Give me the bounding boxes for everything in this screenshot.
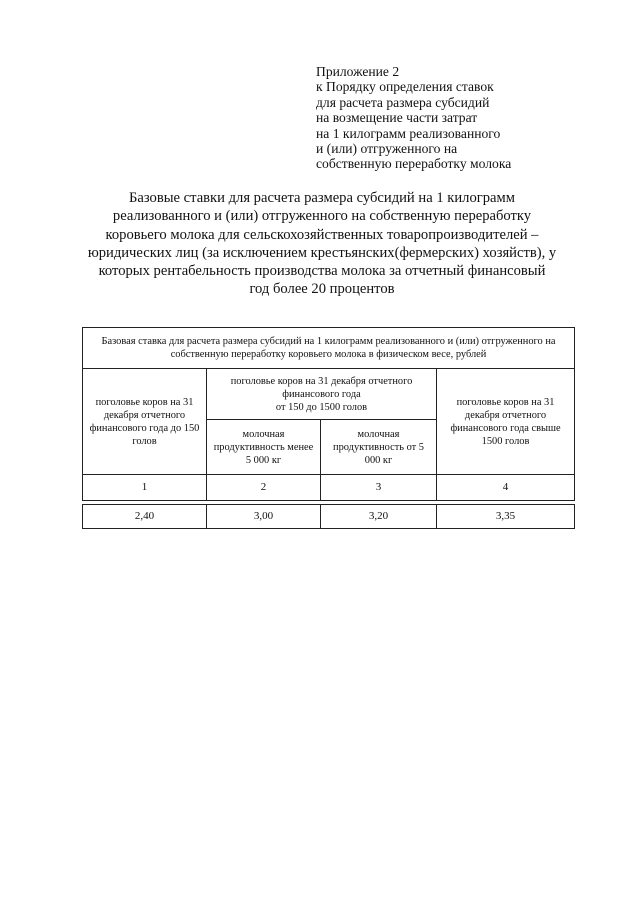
rate-value-2: 3,00 — [207, 505, 321, 529]
column-number-1: 1 — [83, 475, 207, 501]
rate-value-1: 2,40 — [83, 505, 207, 529]
column-header-under-150: поголовье коров на 31 декабря отчетного финансового года до 150 голов — [83, 369, 207, 475]
rate-value-3: 3,20 — [321, 505, 437, 529]
table-row-values — [83, 505, 575, 529]
column-header-productivity-below-5000: молочная продуктивность менее 5 000 кг — [207, 420, 321, 475]
column-number-2: 2 — [207, 475, 321, 501]
appendix-note: Приложение 2 к Порядку определения ставок для расчета размера субсидий на возмещение части затрат на 1 килограмм реализованного и (или) отгруженного на собственную переработку молока — [316, 64, 512, 172]
column-number-3: 3 — [321, 475, 437, 501]
column-number-4: 4 — [437, 475, 575, 501]
column-header-productivity-from-5000: молочная продуктивность от 5 000 кг — [321, 420, 437, 475]
document-title: Базовые ставки для расчета размера субсидий на 1 килограмм реализованного и (или) отгруженного на собственную переработку коровьего молока для сельскохозяйственных товаропроизводителей – юридических лиц (за исключением крестьянских(фермерских) хозяйств), у которых рентабельность производства молока за отчетный финансовый год более 20 процентов — [87, 190, 557, 298]
column-header-over-1500: поголовье коров на 31 декабря отчетного финансового года свыше 1500 голов — [437, 369, 575, 475]
table-header-main: Базовая ставка для расчета размера субсидий на 1 килограмм реализованного и (или) отгруженного на собственную переработку коровьего молока в физическом весе, рублей — [83, 328, 575, 369]
table-row-numbers — [83, 475, 575, 501]
rate-value-4: 3,35 — [437, 505, 575, 529]
column-group-150-1500: поголовье коров на 31 декабря отчетного финансового года от 150 до 1500 голов — [207, 369, 437, 420]
rates-table — [82, 327, 575, 529]
